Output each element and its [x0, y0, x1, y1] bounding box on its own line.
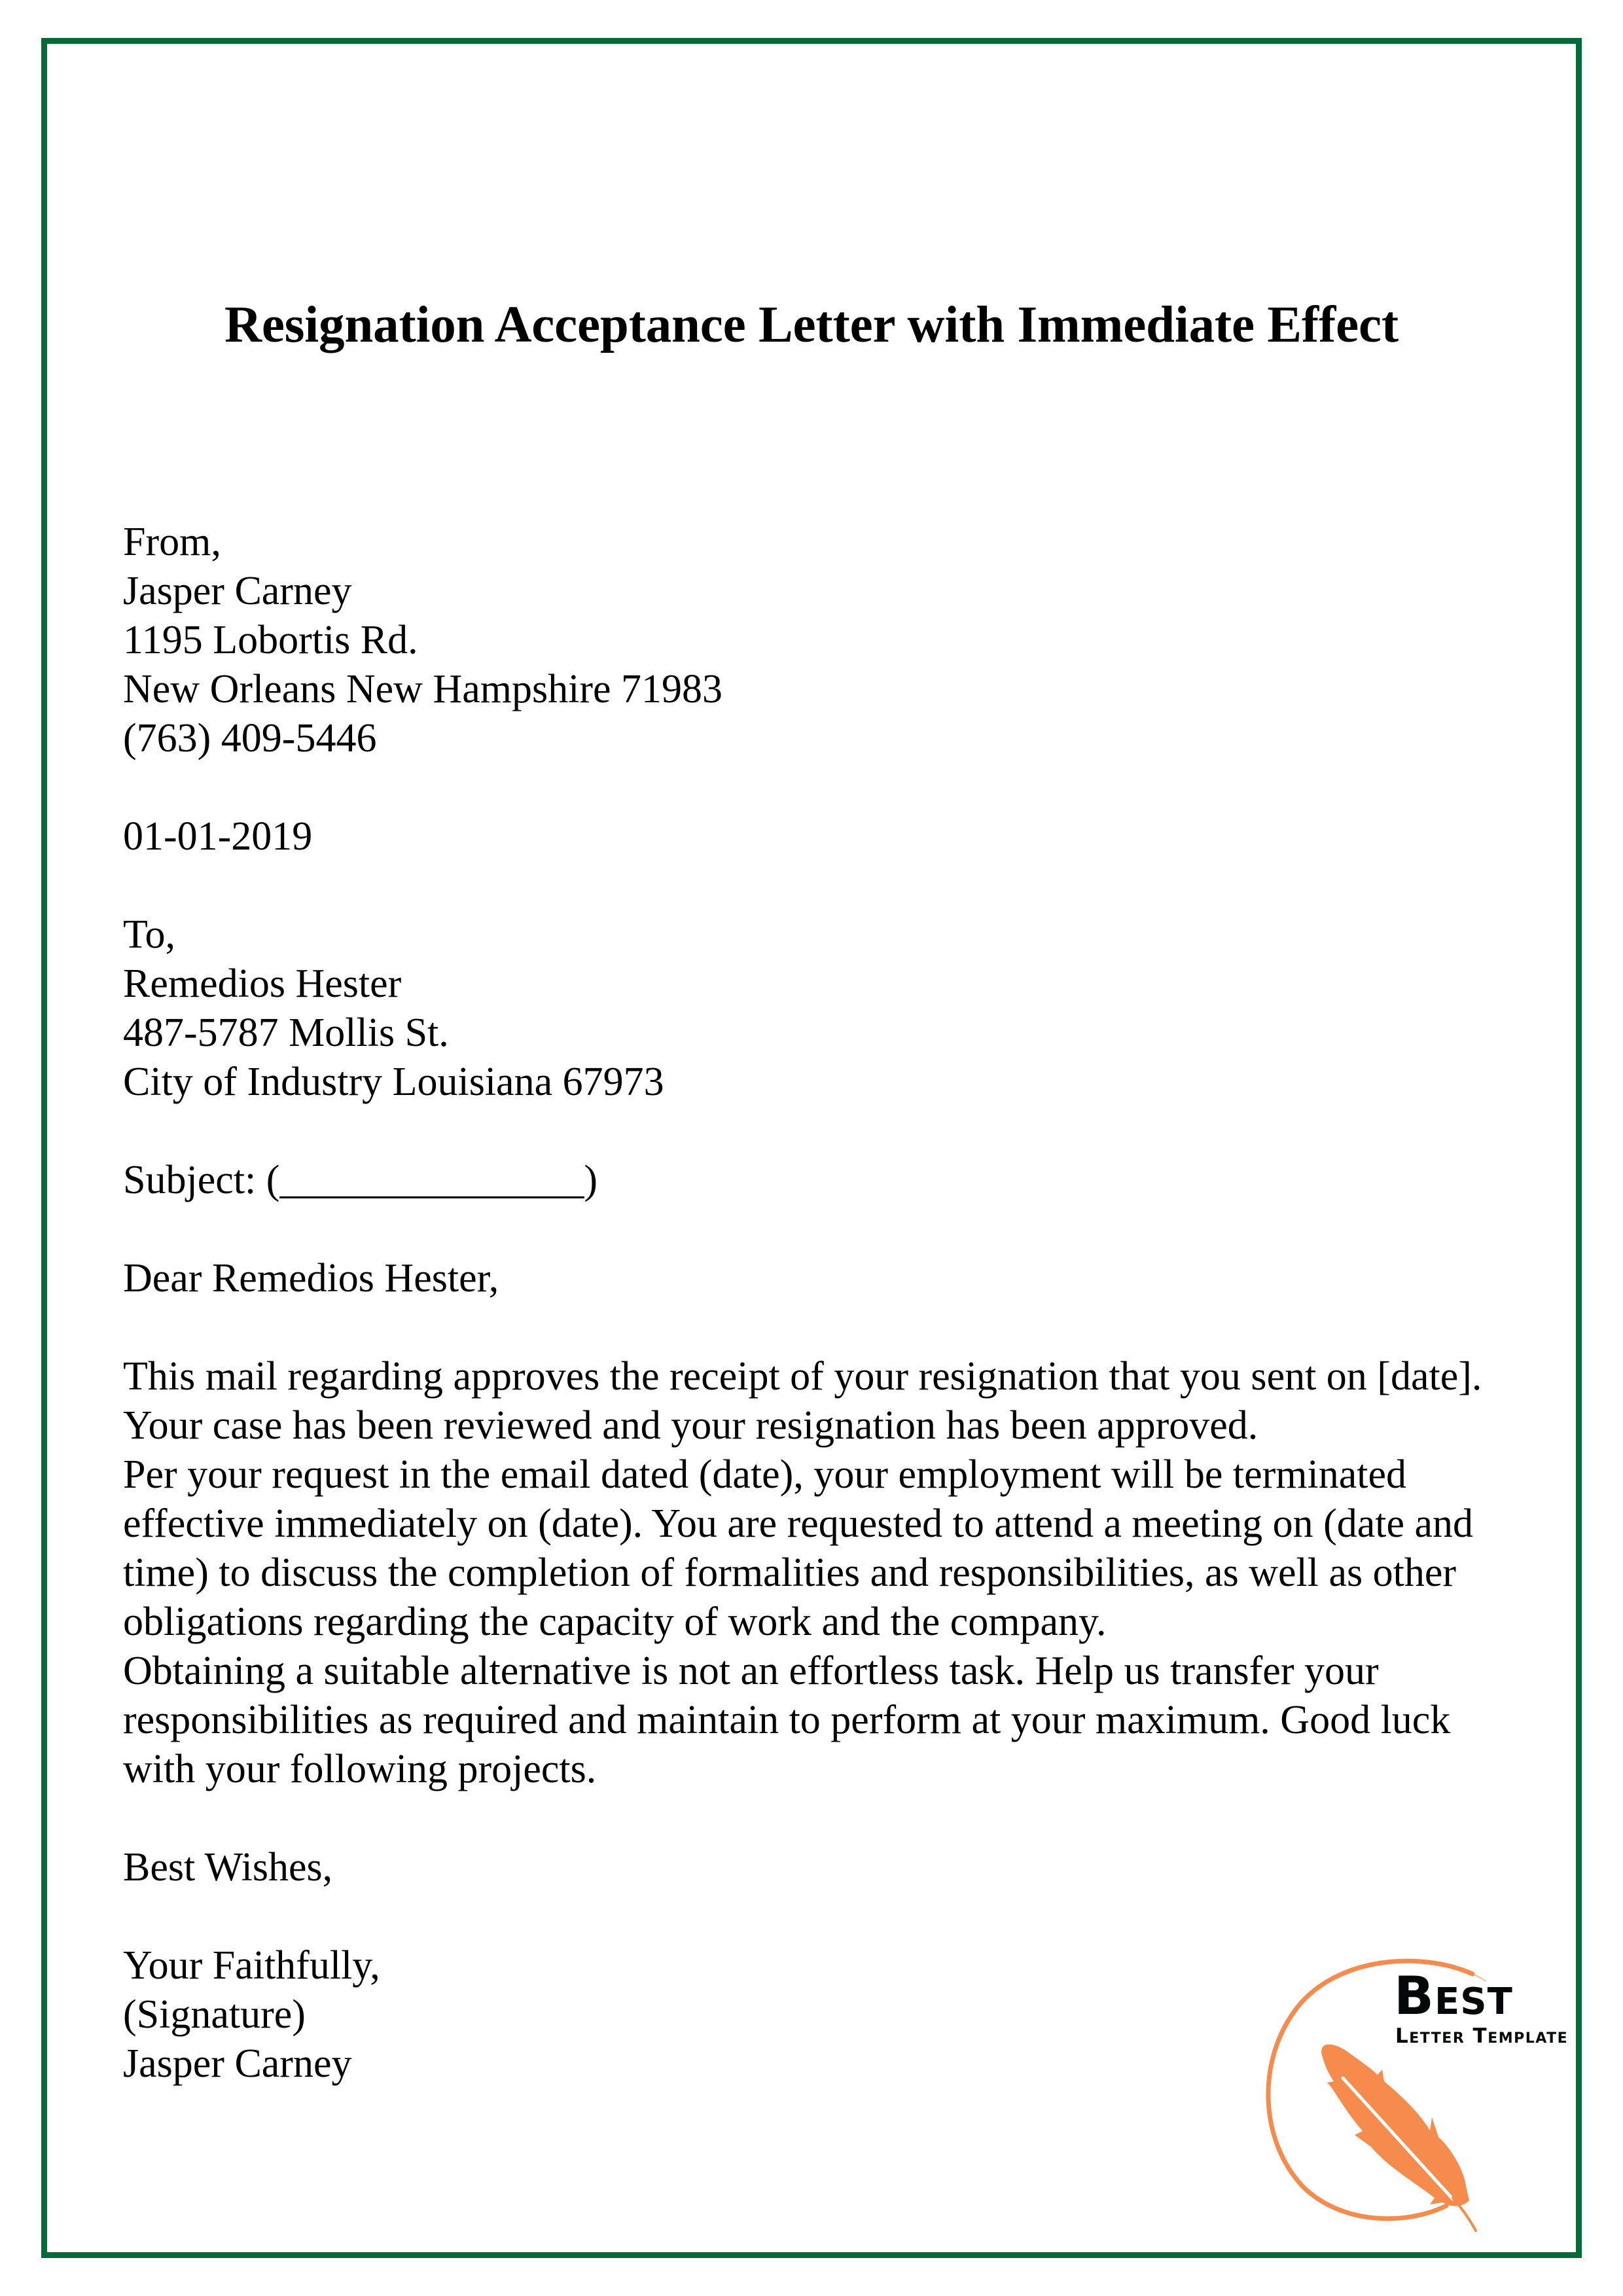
- body-line: time) to discuss the completion of formalities and responsibilities, as well as other: [123, 1551, 1456, 1595]
- logo-brand-best: Best: [1394, 1965, 1513, 2026]
- spacer: [123, 1303, 1530, 1352]
- sender-block: [123, 518, 1530, 763]
- body-line: effective immediately on (date). You are requested to attend a meeting on (date and: [123, 1501, 1474, 1546]
- body-line: Per your request in the email dated (date), your employment will be terminated: [123, 1452, 1406, 1497]
- feather-vane: [1321, 2045, 1469, 2206]
- body-line: obligations regarding the capacity of work and the company.: [123, 1600, 1107, 1644]
- body-line: This mail regarding approves the receipt of your resignation that you sent on [date].: [123, 1354, 1482, 1399]
- spacer: [123, 861, 1530, 910]
- recipient-name: Remedios Hester: [123, 961, 402, 1006]
- recipient-address-line1: 487-5787 Mollis St.: [123, 1011, 449, 1055]
- sender-name: Jasper Carney: [123, 569, 352, 613]
- sender-address-line2: New Orleans New Hampshire 71983: [123, 667, 722, 711]
- sender-phone: (763) 409-5446: [123, 716, 377, 761]
- logo-brand-letter-template: Letter Template: [1395, 2024, 1569, 2048]
- body-line: with your following projects.: [123, 1747, 597, 1791]
- best-letter-template-logo: [1257, 1957, 1571, 2238]
- body-paragraph: [123, 1352, 1530, 1794]
- spacer: [123, 1107, 1530, 1156]
- recipient-label: To,: [123, 912, 176, 957]
- closing-wishes: Best Wishes,: [123, 1845, 333, 1890]
- letter-date: 01-01-2019: [123, 814, 313, 859]
- body-line: responsibilities as required and maintain to perform at your maximum. Good luck: [123, 1698, 1451, 1742]
- spacer: [123, 1892, 1530, 1941]
- subject-line: Subject: (_______________): [123, 1158, 597, 1202]
- body-line: Obtaining a suitable alternative is not an effortless task. Help us transfer your: [123, 1649, 1379, 1693]
- closing-sign-off: Your Faithfully,: [123, 1943, 380, 1988]
- sender-address-line1: 1195 Lobortis Rd.: [123, 618, 418, 662]
- recipient-block: [123, 910, 1530, 1107]
- body-line: Your case has been reviewed and your resignation has been approved.: [123, 1403, 1258, 1448]
- spacer: [123, 1205, 1530, 1254]
- sender-label: From,: [123, 520, 221, 564]
- signature-placeholder: (Signature): [123, 1992, 306, 2037]
- closing-name: Jasper Carney: [123, 2041, 352, 2086]
- letter-title: Resignation Acceptance Letter with Immediate Effect: [224, 296, 1399, 353]
- spacer: [123, 763, 1530, 812]
- spacer: [123, 1794, 1530, 1843]
- recipient-address-line2: City of Industry Louisiana 67973: [123, 1060, 664, 1104]
- letter-body: [123, 518, 1530, 2089]
- salutation: Dear Remedios Hester,: [123, 1256, 499, 1300]
